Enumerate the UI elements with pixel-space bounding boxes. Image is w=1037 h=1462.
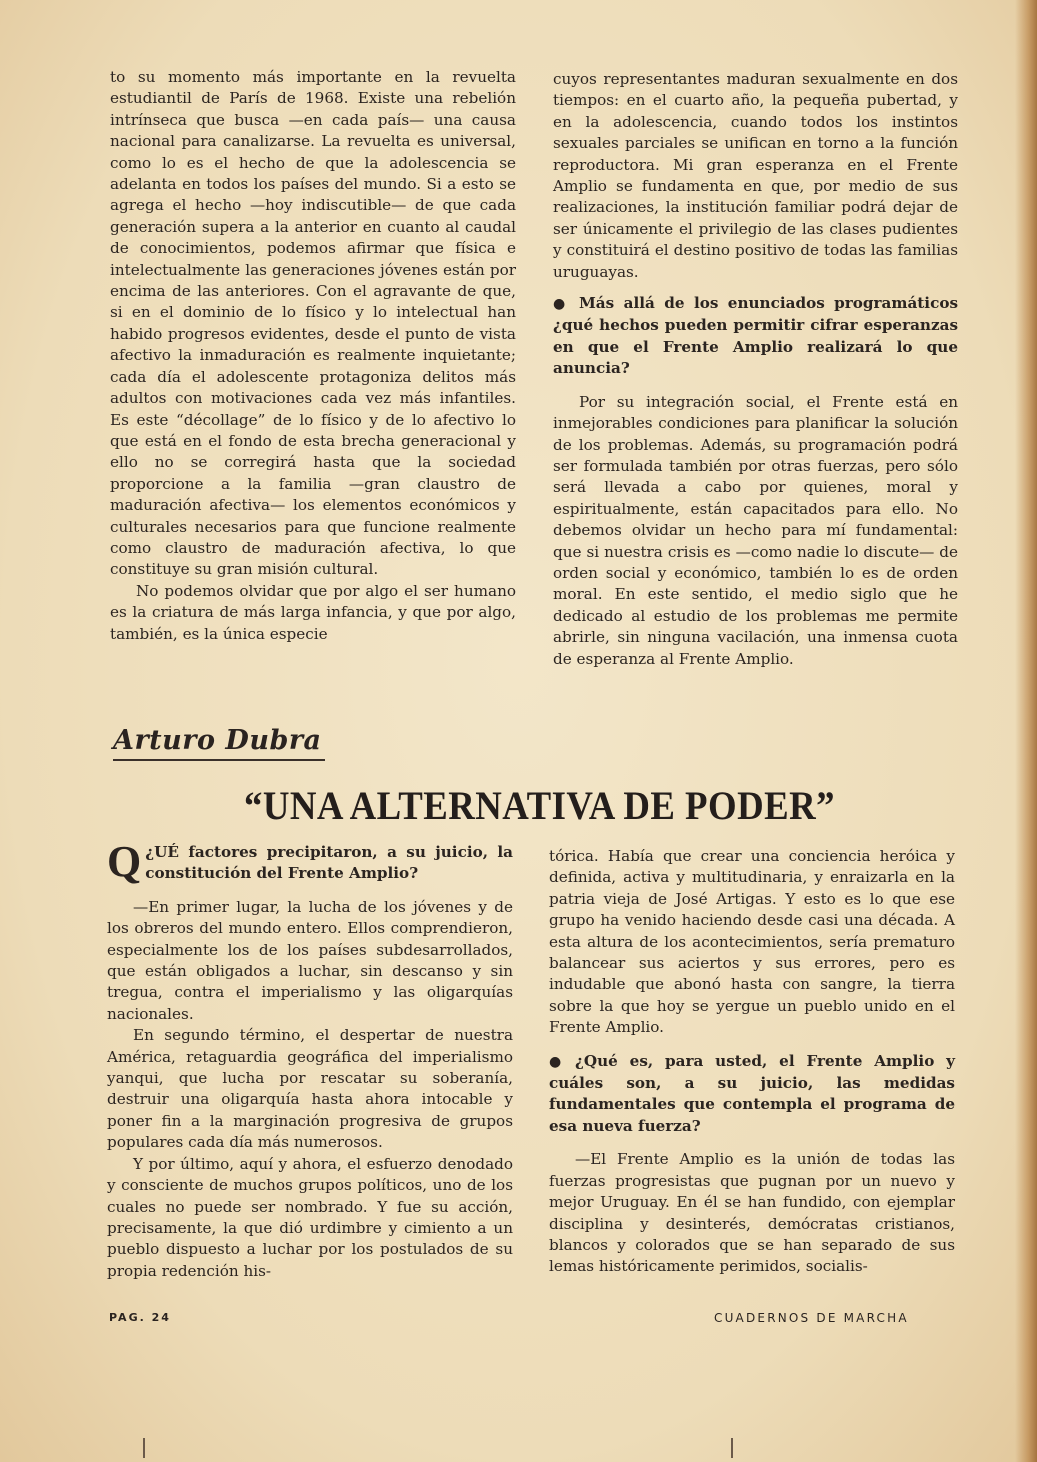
paragraph: tórica. Había que crear una conciencia heróica y definida, activa y multitudinaria, y enraizarla en la patria vieja de José Artigas. Y esto es lo que ese grupo ha venido haciendo desde casi una década. A esta altura de los acontecimientos, sería prematuro balancear sus aciertos y sus errores, pero es indudable que abonó hasta con sangre, la tierra sobre la que hoy se yergue un pueblo unido en el Frente Amplio. — [549, 847, 955, 1037]
column-bottom-right — [549, 846, 955, 1278]
paragraph: cuyos representantes maduran sexualmente en dos tiempos: en el cuarto año, la pequeña pubertad, y en la adolescencia, cuando todos los instintos sexuales parciales se unifican en torno a la función reproductora. Mi gran esperanza en el Frente Amplio se fundamenta en que, por medio de sus realizaciones, la institución familiar podrá dejar de ser únicamente el privilegio de las clases pudientes y constituirá el destino positivo de todas las familias uruguayas. — [553, 70, 958, 281]
print-mark — [731, 1438, 733, 1458]
paragraph: to su momento más importante en la revuelta estudiantil de París de 1968. Existe una rebelión intrínseca que busca —en cada país— una causa nacional para canalizarse. La revuelta es universal, como lo es el hecho de que la adolescencia se adelanta en todos los países del mundo. Si a esto se agrega el hecho —hoy indiscutible— de que cada generación supera a la anterior en cuanto al caudal de conocimientos, podemos afirmar que física e intelectualmente las generaciones jóvenes están por encima de las anteriores. Con el agravante de que, si en el dominio de lo físico y lo intelectual han habido progresos evidentes, desde el punto de vista afectivo la inmaduración es realmente inquietante; cada día el adolescente protagoniza delitos más adultos con motivaciones cada vez más infantiles. Es este “décollage” de lo físico y de lo afectivo lo que está en el fondo de esta brecha generacional y ello no se corregirá hasta que la sociedad proporcione a la familia —gran claustro de maduración afectiva— los elementos económicos y culturales necesarios para que funcione realmente como claustro de maduración afectiva, lo que constituye su gran misión cultural. — [110, 68, 516, 579]
question-text: ¿Qué es, para usted, el Frente Amplio y cuáles son, a su juicio, las medidas fundamentales que contempla el programa de esa nueva fuerza? — [549, 1051, 955, 1135]
interview-question — [553, 293, 958, 380]
question-open-mark: ¿ — [145, 843, 155, 861]
column-top-left — [110, 67, 516, 645]
bullet-icon: ● — [549, 1053, 562, 1070]
column-bottom-left — [107, 837, 513, 1282]
print-mark — [143, 1438, 145, 1458]
interview-question — [549, 1051, 955, 1138]
paragraph: —El Frente Amplio es la unión de todas las fuerzas progresistas que pugnan por un nuevo y mejor Uruguay. En él se han fundido, con ejemplar disciplina y desinterés, demócratas cristianos, blancos y colorados que se han separado de sus lemas históricamente perimidos, socialis- — [549, 1150, 955, 1276]
page-number: PAG. 24 — [109, 1311, 171, 1324]
paragraph: No podemos olvidar que por algo el ser humano es la criatura de más larga infancia, y que por algo, también, es la única especie — [110, 581, 516, 643]
question-text: UÉ factores precipitaron, a su juicio, la constitución del Frente Amplio? — [145, 843, 513, 883]
publication-name: CUADERNOS DE MARCHA — [714, 1311, 909, 1325]
paragraph: Y por último, aquí y ahora, el esfuerzo denodado y consciente de muchos grupos políticos, uno de los cuales no puede ser nombrado. Y fue su acción, precisamente, la que dió urdimbre y cimiento a un pueblo dispuesto a luchar por los postulados de su propia redención his- — [107, 1154, 513, 1280]
drop-cap: Q — [107, 837, 142, 886]
bullet-icon: ● — [553, 296, 566, 313]
interview-question — [107, 837, 513, 886]
column-top-right — [553, 69, 958, 670]
question-text: Más allá de los enunciados programáticos ¿qué hechos pueden permitir cifrar esperanzas en que el Frente Amplio realizará lo que anuncia? — [553, 294, 958, 378]
page-edge-shadow — [1015, 0, 1037, 1462]
author-name: Arturo Dubra — [113, 725, 325, 761]
paragraph: —En primer lugar, la lucha de los jóvenes y de los obreros del mundo entero. Ellos comprendieron, especialmente los de los países subdesarrollados, que están obligados a luchar, sin descanso y sin tregua, contra el imperialismo y las oligarquías nacionales. — [107, 897, 513, 1023]
paragraph: Por su integración social, el Frente está en inmejorables condiciones para planificar la solución de los problemas. Además, su programación podrá ser formulada también por otras fuerzas, pero sólo será llevada a cabo por quienes, moral y espiritualmente, están capacitados para ello. No debemos olvidar un hecho para mí fundamental: que si nuestra crisis es —como nadie lo discute— de orden social y económico, también lo es de orden moral. En este sentido, el medio siglo que he dedicado al estudio de los problemas me permite abrirle, sin ninguna vacilación, una inmensa cuota de esperanza al Frente Amplio. — [553, 392, 958, 668]
paragraph: En segundo término, el despertar de nuestra América, retaguardia geográfica del imperialismo yanqui, que lucha por rescatar su soberanía, destruir una oligarquía hasta ahora intocable y poner fin a la marginación progresiva de grupos populares cada día más numerosos. — [107, 1026, 513, 1152]
article-headline: “UNA ALTERNATIVA DE PODER” — [244, 783, 836, 828]
